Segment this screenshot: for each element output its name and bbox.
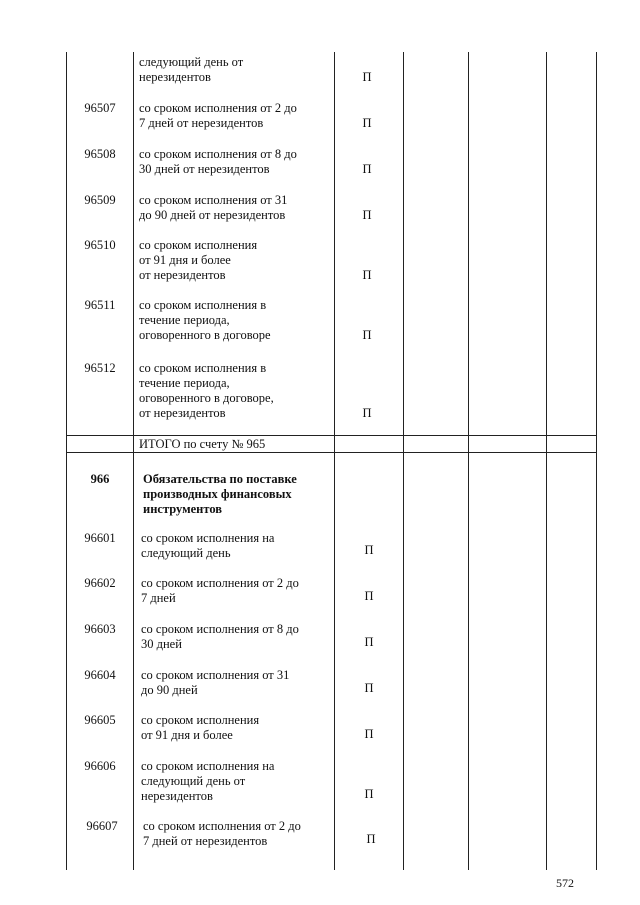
- table-cell-mark: П: [362, 208, 372, 222]
- column-divider-code: [133, 52, 134, 870]
- table-cell-description: со сроком исполнения в течение периода, оговоренного в договоре, от нерезидентов: [139, 361, 274, 420]
- table-cell-description: следующий день от нерезидентов: [139, 55, 244, 84]
- column-divider-mark: [403, 52, 404, 870]
- column-divider-4: [468, 52, 469, 870]
- table-cell-description: со сроком исполнения от 91 дня и более от нерезидентов: [139, 238, 258, 282]
- table-cell-description: со сроком исполнения на следующий день от нерезидентов: [141, 759, 275, 803]
- table-cell-description: со сроком исполнения в течение периода, оговоренного в договоре: [139, 298, 271, 342]
- account-code: 96601: [84, 531, 116, 545]
- account-code: 96509: [84, 193, 116, 207]
- table-cell-mark: П: [362, 70, 372, 84]
- section-title: Обязательства по поставке производных финансовых инструментов: [143, 472, 297, 516]
- table-cell-mark: П: [366, 832, 376, 846]
- table-cell-mark: П: [362, 162, 372, 176]
- account-code: 96605: [84, 713, 116, 727]
- account-code: 96603: [84, 622, 116, 636]
- table-cell-mark: П: [362, 328, 372, 342]
- table-cell-description: со сроком исполнения от 2 до 7 дней от нерезидентов: [143, 819, 301, 848]
- column-divider-5: [546, 52, 547, 870]
- table-cell-description: со сроком исполнения от 91 дня и более: [141, 713, 260, 742]
- table-cell-description: со сроком исполнения от 2 до 7 дней: [141, 576, 299, 605]
- table-cell-description: со сроком исполнения от 2 до 7 дней от нерезидентов: [139, 101, 297, 130]
- page-number: 572: [556, 876, 574, 890]
- account-code: 96512: [84, 361, 116, 375]
- table-cell-description: со сроком исполнения на следующий день: [141, 531, 275, 560]
- account-code: 96602: [84, 576, 116, 590]
- table-cell-mark: П: [362, 268, 372, 282]
- section-code: 966: [90, 472, 110, 486]
- table-cell-mark: П: [364, 543, 374, 557]
- total-row-bottom-border: [66, 452, 597, 453]
- table-cell-mark: П: [362, 406, 372, 420]
- table-cell-mark: П: [364, 727, 374, 741]
- table-cell-description: со сроком исполнения от 8 до 30 дней от нерезидентов: [139, 147, 297, 176]
- table-cell-mark: П: [362, 116, 372, 130]
- total-row-top-border: [66, 435, 597, 436]
- account-code: 96604: [84, 668, 116, 682]
- table-cell-mark: П: [364, 635, 374, 649]
- account-code: 96510: [84, 238, 116, 252]
- table-cell-mark: П: [364, 589, 374, 603]
- table-border-left: [66, 52, 67, 870]
- account-code: 96606: [84, 759, 116, 773]
- column-divider-desc: [334, 52, 335, 870]
- table-cell-mark: П: [364, 787, 374, 801]
- table-cell-description: со сроком исполнения от 31 до 90 дней: [141, 668, 290, 697]
- table-cell-mark: П: [364, 681, 374, 695]
- account-code: 96508: [84, 147, 116, 161]
- table-border-right: [596, 52, 597, 870]
- total-row-label: ИТОГО по счету № 965: [139, 437, 266, 451]
- table-cell-description: со сроком исполнения от 31 до 90 дней от нерезидентов: [139, 193, 288, 222]
- account-code: 96507: [84, 101, 116, 115]
- account-code: 96607: [86, 819, 118, 833]
- account-code: 96511: [84, 298, 116, 312]
- table-cell-description: со сроком исполнения от 8 до 30 дней: [141, 622, 299, 651]
